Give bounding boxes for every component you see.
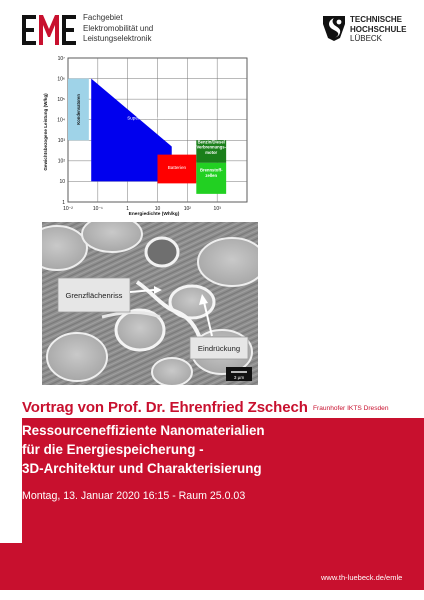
university-name: [350, 15, 406, 44]
chart-region-label: Benzin/Diesel: [197, 139, 225, 145]
indent-label: Eindrückung: [197, 344, 241, 353]
chart-y-tick-label: 10⁷: [57, 55, 65, 62]
university-line-2: HOCHSCHULE: [350, 24, 407, 34]
university-line-3: LÜBECK: [350, 34, 383, 43]
talk-title-line-2: für die Energiespeicherung -: [22, 442, 204, 457]
footer-url[interactable]: www.th-luebeck.de/emle: [321, 573, 403, 582]
chart-y-tick-label: 10³: [57, 138, 65, 145]
chart-y-tick-label: 10: [59, 179, 65, 186]
department-line-2: Elektromobilität und: [83, 23, 154, 33]
indent-label-box: [190, 337, 248, 359]
chart-region-label: Superkondensatoren: [127, 115, 170, 121]
talk-title-line-1: Ressourceneffiziente Nanomaterialien: [22, 423, 265, 438]
chart-x-axis-label: Energiedichte (Wh/kg): [128, 212, 180, 217]
chart-x-tick-label: 10⁻²: [63, 206, 73, 212]
speaker-heading: Vortrag von Prof. Dr. Ehrenfried Zschech: [22, 399, 308, 416]
talk-title-line-3: 3D-Architektur und Charakterisierung: [22, 461, 262, 476]
chart-region-label: motor: [205, 149, 218, 155]
th-luebeck-logo-icon: [320, 14, 348, 42]
scale-bar-label: 3 µm: [233, 375, 245, 380]
crack-label: Grenzflächenriss: [65, 291, 123, 300]
title-band-left-tab: [0, 543, 22, 590]
chart-y-axis-label: Gewichtsbezogene Leistung (W/kg): [43, 93, 48, 171]
chart-y-tick-label: 10²: [57, 158, 65, 165]
speaker-affiliation: Fraunhofer IKTS Dresden: [313, 405, 389, 412]
sem-micrograph: [42, 222, 258, 385]
eme-logo: [22, 13, 78, 47]
chart-region-label: Kondensatoren: [75, 94, 81, 125]
chart-y-tick-label: 10⁵: [57, 96, 65, 103]
chart-y-tick-label: 10⁴: [57, 117, 65, 124]
chart-region-label: Verbrennungs-: [196, 144, 227, 150]
chart-region-label: zellen: [205, 172, 218, 178]
ragone-chart: [40, 52, 252, 220]
department-line-3: Leistungselektronik: [83, 34, 152, 43]
chart-region-label: Brennstoff-: [199, 167, 223, 173]
chart-x-tick-label: 10: [154, 206, 161, 212]
department-line-1: Fachgebiet: [83, 13, 123, 22]
scale-bar: [226, 367, 252, 381]
crack-label-box: [58, 278, 130, 312]
chart-region-label: Batterien: [167, 165, 187, 171]
chart-x-tick-label: 10³: [213, 206, 221, 212]
chart-y-tick-label: 10⁶: [57, 76, 65, 83]
chart-y-tick-label: 1: [62, 199, 65, 206]
chart-x-tick-label: 10⁻¹: [92, 206, 103, 212]
department-name: [83, 13, 153, 45]
talk-title: [22, 421, 265, 478]
chart-x-tick-label: 1: [126, 206, 130, 212]
chart-x-tick-label: 10²: [183, 206, 191, 212]
university-line-1: TECHNISCHE: [350, 15, 403, 24]
talk-date: Montag, 13. Januar 2020 16:15 - Raum 25.0.03: [22, 490, 246, 502]
